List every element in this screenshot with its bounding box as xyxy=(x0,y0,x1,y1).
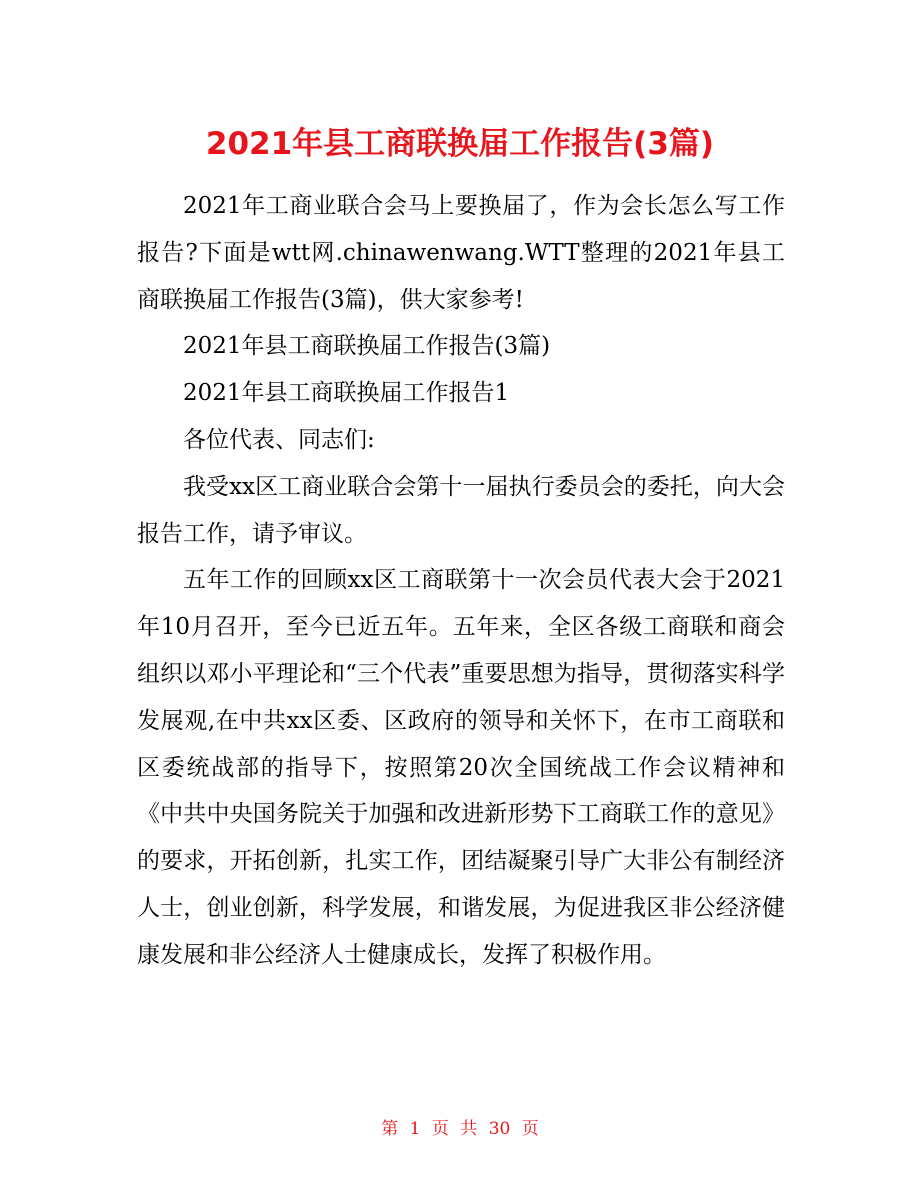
paragraph-subtitle: 2021年县工商联换届工作报告(3篇) xyxy=(183,333,551,360)
footer-total-word: 共 xyxy=(460,1119,478,1139)
paragraph-salutation: 各位代表、同志们: xyxy=(183,426,375,453)
paragraph-intro: 2021年工商业联合会马上要换届了，作为会长怎么写工作报告?下面是wtt网.chinawenwang.WTT整理的2021年县工商联换届工作报告(3篇)，供大家参考! xyxy=(137,193,785,313)
footer-page-word: 页 xyxy=(431,1119,449,1139)
paragraph-entrusted: 我受xx区工商业联合会第十一届执行委员会的委托，向大会报告工作，请予审议。 xyxy=(137,473,785,547)
footer-prefix: 第 xyxy=(381,1119,399,1139)
paragraph-review: 五年工作的回顾xx区工商联第十一次会员代表大会于2021年10月召开，至今已近五年。五年来，全区各级工商联和商会组织以邓小平理论和“三个代表”重要思想为指导，贯彻落实科学发展观,在中共xx区委、区政府的领导和关怀下，在市工商联和区委统战部的指导下，按照第20次全国统战工作会议精神和《中共中央国务院关于加强和改进新形势下工商联工作的意见》的要求，开拓创新，扎实工作，团结凝聚引导广大非公有制经济人士，创业创新，科学发展，和谐发展，为促进我区非公经济健康发展和非公经济人士健康成长，发挥了积极作用。 xyxy=(137,567,785,968)
footer-total-pages: 30 xyxy=(488,1119,511,1139)
footer-current-page: 1 xyxy=(409,1119,421,1139)
document-body xyxy=(137,183,785,979)
document-title: 2021年县工商联换届工作报告(3篇) xyxy=(205,126,715,162)
paragraph-report-heading: 2021年县工商联换届工作报告1 xyxy=(183,380,510,407)
page-footer xyxy=(0,1114,920,1139)
footer-suffix: 页 xyxy=(521,1119,539,1139)
